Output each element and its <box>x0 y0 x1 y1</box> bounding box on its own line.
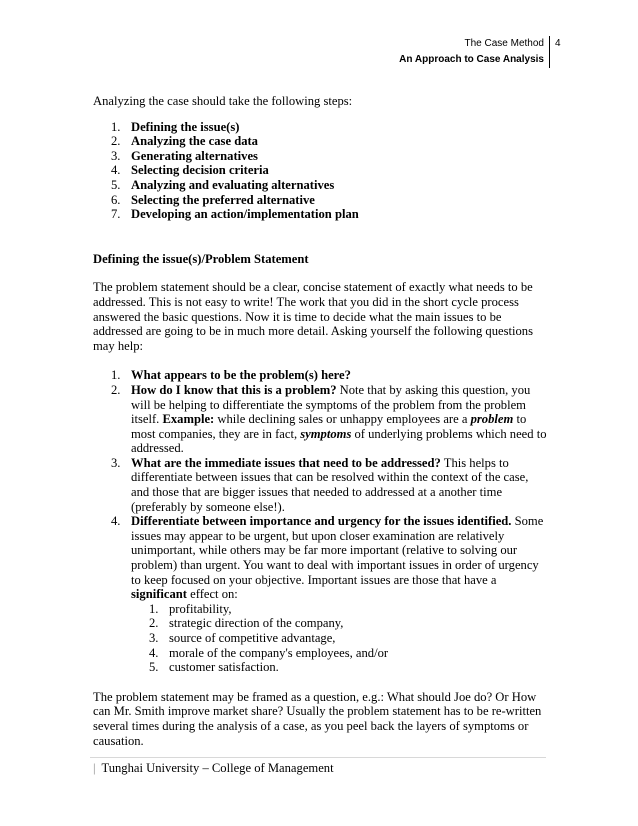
section-heading: Defining the issue(s)/Problem Statement <box>93 251 309 266</box>
list-item: 4. Differentiate between importance and urgency for the issues identified. Some issues may appear to be urgent, but upon closer examination are relatively unimportant, while others may be far more important (relative to solving our problem) than urgent. You want to deal with important issues in order of urgency to keep focused on your objective. Important issues are those that have a significant effect on: 1. profitability, 2. strategic direction of the company, 3. source of competitive advantage, 4. morale of the company's employees, and/or 5. customer satisfaction. <box>111 514 548 675</box>
paragraph: The problem statement may be framed as a question, e.g.: What should Joe do? Or How can Mr. Smith improve market share? Usually the problem statement has to be re-written several times during the analysis of a case, as you peel back the layers of symptoms or causation. <box>93 689 542 748</box>
header-subtitle: An Approach to Case Analysis <box>399 54 544 65</box>
list-item: 4. Selecting decision criteria <box>111 163 269 178</box>
paragraph: The problem statement should be a clear, concise statement of exactly what needs to be addressed. This is not easy to write! The work that you did in the short cycle process answered the basic questions. Now it is time to decide what the main issues to be addressed are going to be in much more detail. Asking yourself the following questions may help: <box>93 280 533 353</box>
steps-list <box>111 120 548 222</box>
questions-list <box>111 368 548 674</box>
intro-text: Analyzing the case should take the following steps: <box>93 94 353 108</box>
list-item: 3. What are the immediate issues that need to be addressed? This helps to differentiate between issues that can be resolved within the context of the case, and those that are bigger issues that needed to addressed at a another time (preferably by someone else!). <box>111 455 529 514</box>
list-item: 1. Defining the issue(s) <box>111 119 240 134</box>
list-item: 2. strategic direction of the company, <box>149 616 344 631</box>
running-header <box>399 36 550 68</box>
page-number: 4 <box>555 38 561 49</box>
list-item: 6. Selecting the preferred alternative <box>111 192 315 207</box>
footer-divider <box>90 757 546 758</box>
footer-text: Tunghai University – College of Management <box>101 761 334 775</box>
list-item: 7. Developing an action/implementation plan <box>111 207 359 222</box>
list-item: 1. profitability, <box>149 601 232 616</box>
footer-separator: | <box>93 761 96 775</box>
list-item: 5. Analyzing and evaluating alternatives <box>111 177 335 192</box>
list-item: 5. customer satisfaction. <box>149 660 279 675</box>
list-item: 3. Generating alternatives <box>111 148 258 163</box>
list-item: 3. source of competitive advantage, <box>149 631 336 645</box>
footer <box>93 761 334 776</box>
page-body <box>93 94 548 748</box>
header-title: The Case Method <box>464 38 544 49</box>
list-item: 1. What appears to be the problem(s) here? <box>111 368 351 383</box>
list-item: 4. morale of the company's employees, and/or <box>149 645 389 660</box>
effects-list <box>149 602 548 675</box>
list-item: 2. How do I know that this is a problem? Note that by asking this question, you will be helping to differentiate the symptoms of the problem from the problem itself. Example: while declining sales or unhappy employees are a problem to most companies, they are in fact, symptoms of underlying problems which need to addressed. <box>111 382 547 456</box>
list-item: 2. Analyzing the case data <box>111 134 258 149</box>
